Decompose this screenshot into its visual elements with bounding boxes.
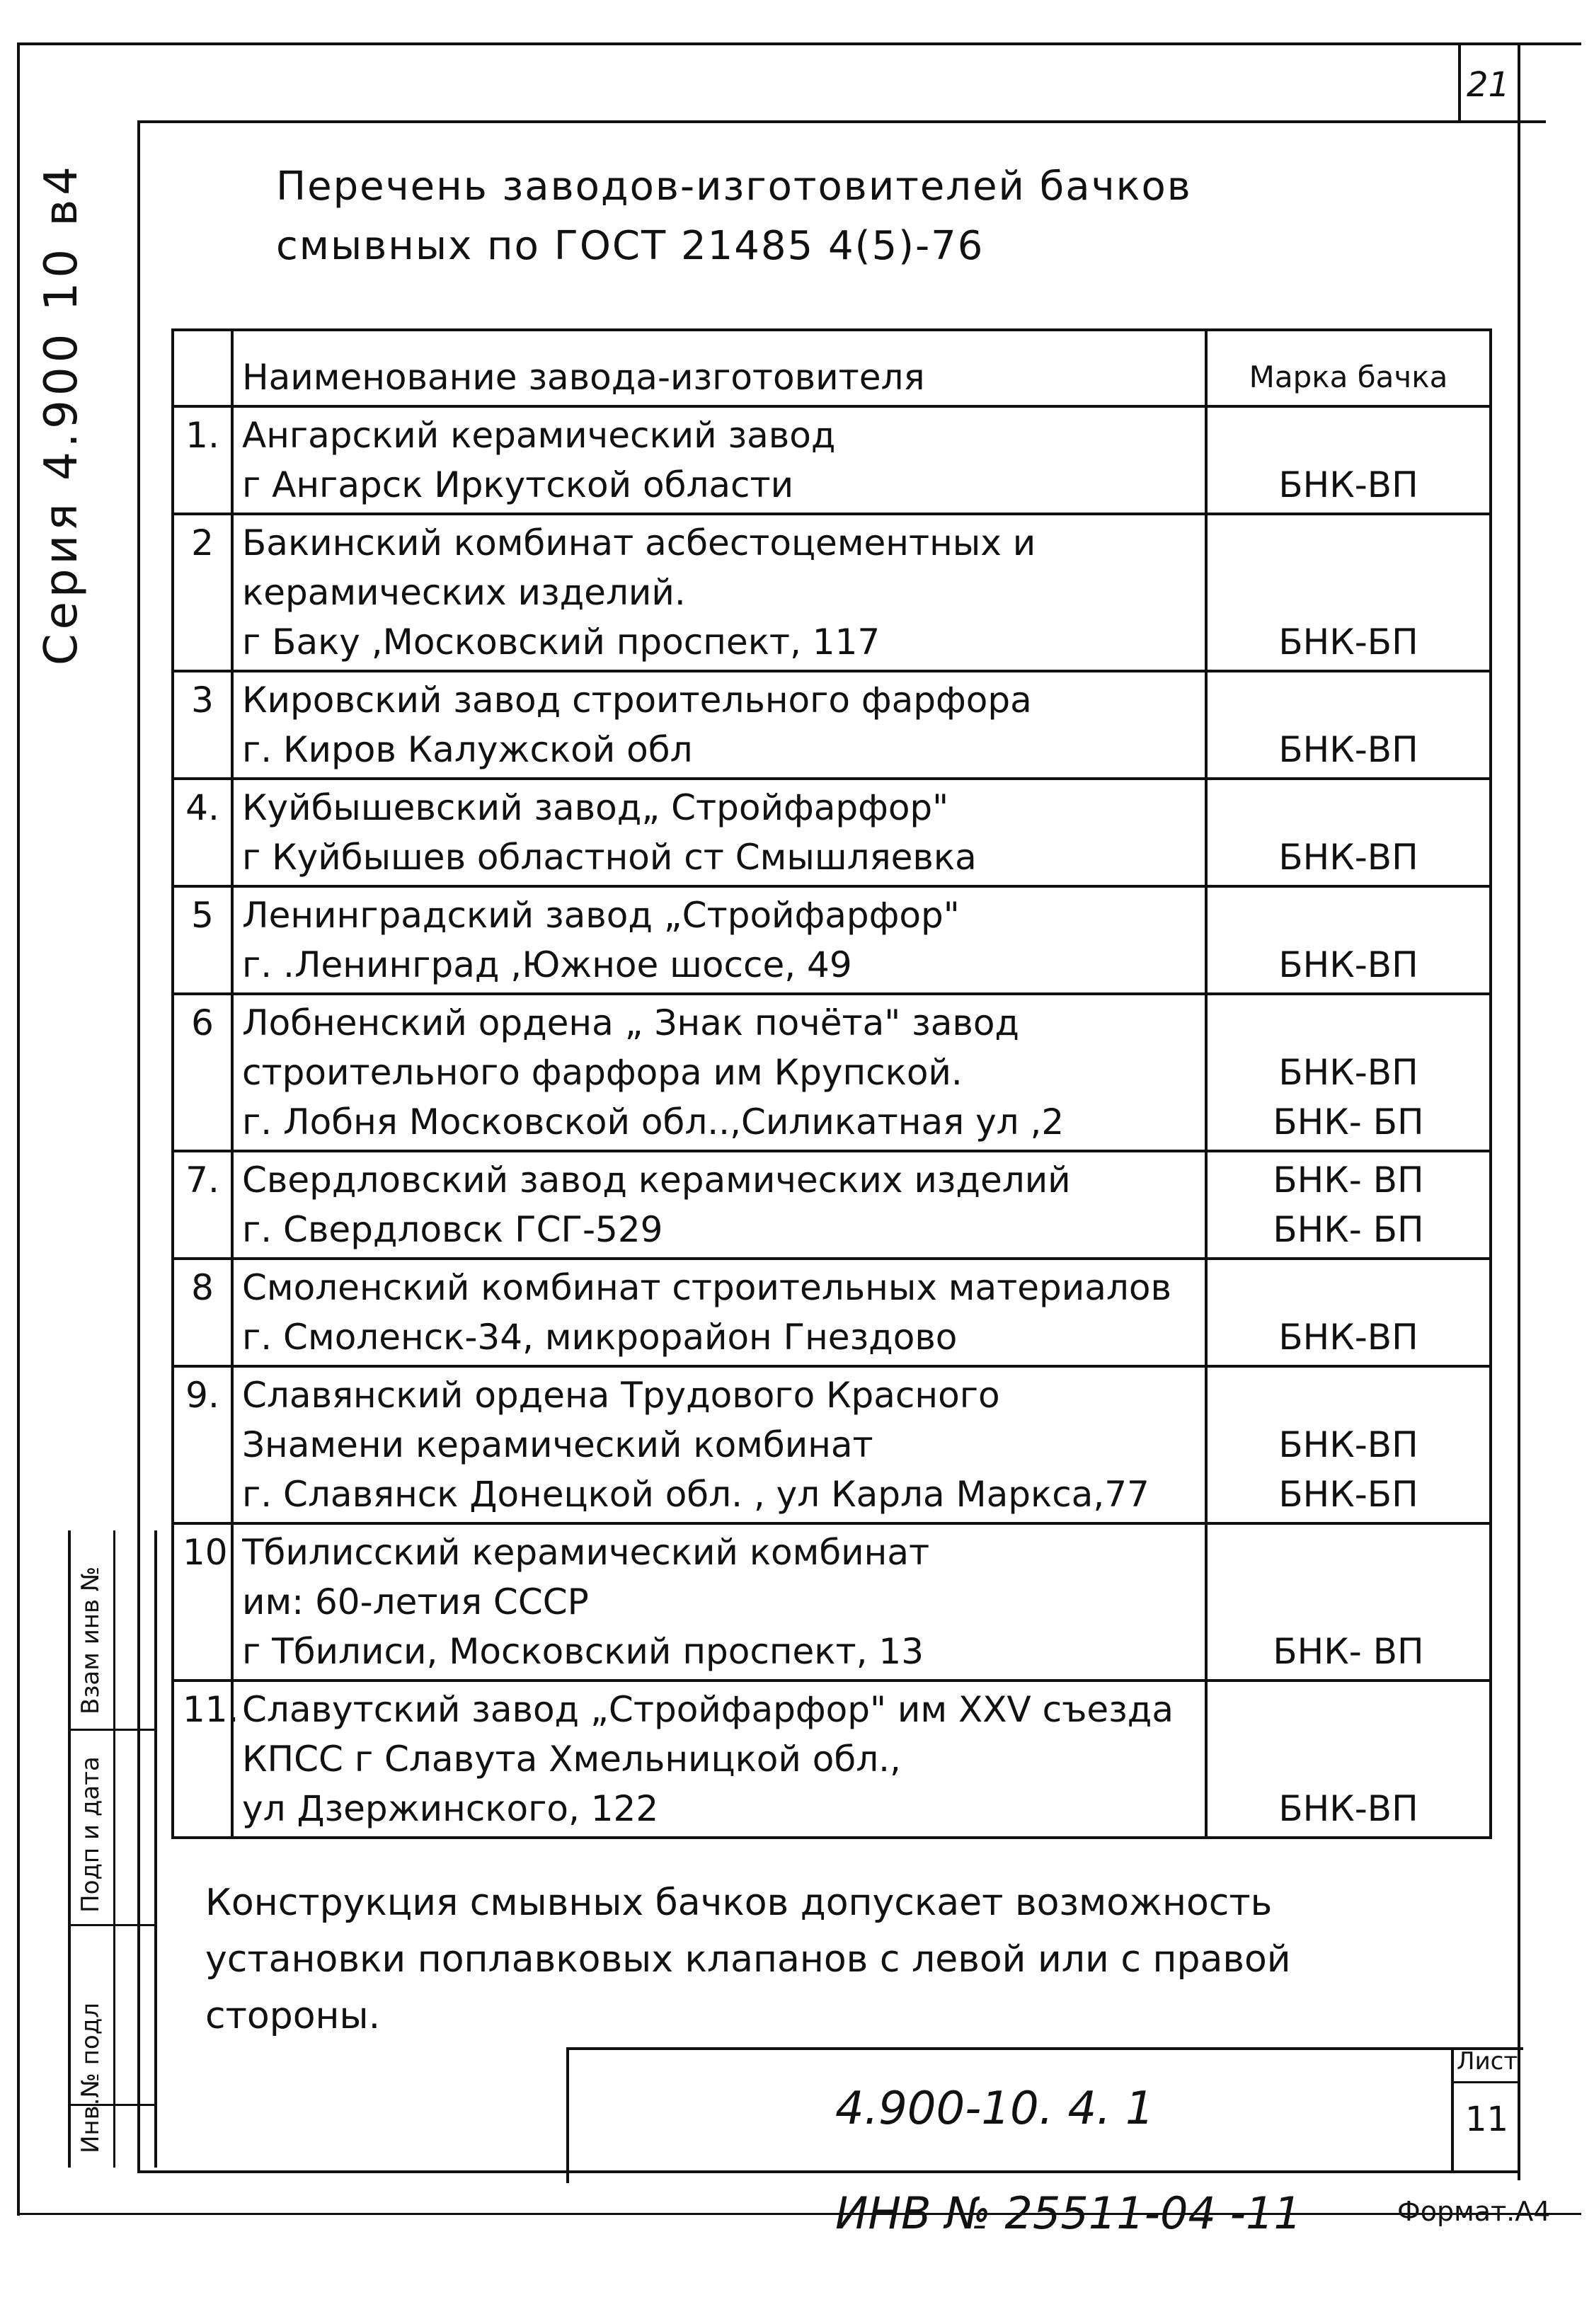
- tank-brand-value: БНК-ВП: [1278, 1052, 1418, 1093]
- row-number: 4.: [173, 779, 232, 886]
- title-line-1: Перечень заводов-изготовителей бачков: [276, 164, 1192, 210]
- row-number: 9.: [173, 1366, 232, 1523]
- table-row: [173, 671, 1491, 779]
- manufacturer-line: Смоленский комбинат строительных материалов: [242, 1267, 1171, 1308]
- manufacturer-line: Куйбышевский завод„ Стройфарфор": [242, 787, 949, 828]
- note-line-3: стороны.: [205, 1995, 381, 2037]
- note-line-1: Конструкция смывных бачков допускает возможность: [205, 1882, 1273, 1924]
- frame-left-line: [17, 42, 20, 2216]
- manufacturers-table: [171, 328, 1492, 1839]
- tank-brand-value: БНК-ВП: [1278, 1424, 1418, 1465]
- tank-brand: [1206, 514, 1491, 671]
- manufacturer-name: [232, 1523, 1206, 1681]
- manufacturer-name: [232, 1681, 1206, 1838]
- inventory-number: ИНВ № 25511-04 -11: [835, 2187, 1302, 2239]
- document-code: 4.900-10. 4. 1: [835, 2083, 1154, 2135]
- construction-note: [205, 1874, 1451, 2044]
- table-row: [173, 779, 1491, 886]
- table-row: [173, 1523, 1491, 1681]
- side-stamp-box: [68, 1530, 157, 2168]
- inner-frame-right-line: [1518, 42, 1520, 2180]
- page-number-box-line: [1458, 42, 1461, 120]
- manufacturer-line: Свердловский завод керамических изделий: [242, 1160, 1071, 1201]
- manufacturer-name: [232, 1366, 1206, 1523]
- tank-brand: [1206, 1523, 1491, 1681]
- series-label-text: Серия 4.900 10 в4: [35, 162, 88, 665]
- row-number: 6: [173, 994, 232, 1151]
- manufacturer-line: строительного фарфора им Крупской.: [242, 1052, 963, 1093]
- side-box-divider-1: [71, 1729, 154, 1731]
- sheet-label: Лист: [1457, 2047, 1518, 2076]
- tank-brand-value: БНК-БП: [1278, 1474, 1418, 1515]
- manufacturer-line: Ангарский керамический завод: [242, 415, 836, 456]
- tank-brand: [1206, 1259, 1491, 1366]
- manufacturer-line: Лобненский ордена „ Знак почёта" завод: [242, 1002, 1019, 1043]
- inner-frame-top-line: [137, 120, 1546, 123]
- tank-brand-value: БНК-ВП: [1278, 1788, 1418, 1829]
- manufacturer-name: [232, 779, 1206, 886]
- tank-brand: [1206, 1151, 1491, 1259]
- manufacturer-name: [232, 406, 1206, 514]
- series-label: [21, 162, 106, 665]
- tank-brand: [1206, 994, 1491, 1151]
- note-line-2: установки поплавковых клапанов с левой или с правой: [205, 1938, 1291, 1981]
- manufacturer-line: г. Киров Калужской обл: [242, 729, 693, 770]
- table-row: [173, 994, 1491, 1151]
- manufacturer-line: г. .Ленинград ,Южное шоссе, 49: [242, 944, 852, 985]
- tank-brand: [1206, 671, 1491, 779]
- frame-top-line: [17, 42, 1581, 45]
- header-brand-cell: Марка бачка: [1206, 330, 1491, 406]
- side-field-2-text: Подп и дата: [76, 1756, 105, 1913]
- manufacturer-line: г Тбилиси, Московский проспект, 13: [242, 1631, 924, 1672]
- tank-brand: [1206, 1366, 1491, 1523]
- tank-brand-value: БНК- ВП: [1273, 1160, 1424, 1201]
- outer-bottom-line: [17, 2213, 1581, 2215]
- table-header-row: [173, 330, 1491, 406]
- table-row: [173, 886, 1491, 994]
- tank-brand-value: БНК-БП: [1278, 622, 1418, 663]
- manufacturer-line: ул Дзержинского, 122: [242, 1788, 659, 1829]
- tank-brand: [1206, 1681, 1491, 1838]
- manufacturer-line: керамических изделий.: [242, 572, 686, 613]
- manufacturer-name: [232, 1259, 1206, 1366]
- tank-brand: [1206, 406, 1491, 514]
- sheet-label-divider: [1451, 2081, 1520, 2083]
- table-row: [173, 1259, 1491, 1366]
- table-row: [173, 1681, 1491, 1838]
- manufacturer-line: г Баку ,Московский проспект, 117: [242, 622, 881, 663]
- tank-brand-value: БНК- БП: [1273, 1101, 1424, 1143]
- table-row: [173, 514, 1491, 671]
- manufacturer-line: Славутский завод „Стройфарфор" им XXV съезда: [242, 1689, 1174, 1730]
- manufacturer-name: [232, 671, 1206, 779]
- row-number: 2: [173, 514, 232, 671]
- side-field-1-text: Инв.№ подл: [76, 2003, 105, 2153]
- header-name-cell: Наименование завода-изготовителя: [232, 330, 1206, 406]
- tank-brand-value: БНК-ВП: [1278, 944, 1418, 985]
- tank-brand-value: БНК-ВП: [1278, 837, 1418, 878]
- manufacturer-name: [232, 886, 1206, 994]
- row-number: 10: [173, 1523, 232, 1681]
- manufacturer-name: [232, 514, 1206, 671]
- manufacturer-line: г. Смоленск-34, микрорайон Гнездово: [242, 1317, 958, 1358]
- tank-brand-value: БНК- ВП: [1273, 1631, 1424, 1672]
- manufacturer-line: г Ангарск Иркутской области: [242, 464, 794, 505]
- row-number: 5: [173, 886, 232, 994]
- page-number: 21: [1467, 65, 1510, 105]
- table-body: [173, 406, 1491, 1838]
- manufacturer-line: им: 60-летия СССР: [242, 1581, 589, 1622]
- manufacturer-name: [232, 994, 1206, 1151]
- tank-brand: [1206, 886, 1491, 994]
- manufacturer-line: Знамени керамический комбинат: [242, 1424, 873, 1465]
- manufacturer-line: Славянский ордена Трудового Красного: [242, 1375, 1000, 1416]
- manufacturer-line: Кировский завод строительного фарфора: [242, 680, 1032, 721]
- tank-brand: [1206, 779, 1491, 886]
- manufacturer-line: КПСС г Славута Хмельницкой обл.,: [242, 1739, 901, 1780]
- tank-brand-value: БНК-ВП: [1278, 1317, 1418, 1358]
- tank-brand-value: БНК-ВП: [1278, 729, 1418, 770]
- manufacturer-line: Ленинградский завод „Стройфарфор": [242, 895, 960, 936]
- title-line-2: смывных по ГОСТ 21485 4(5)-76: [276, 223, 985, 269]
- side-field-3-text: Взам инв №: [76, 1566, 105, 1715]
- sheet-number: 11: [1465, 2100, 1509, 2139]
- title-block-divider: [1451, 2047, 1454, 2173]
- table-row: [173, 1151, 1491, 1259]
- row-number: 1.: [173, 406, 232, 514]
- row-number: 7.: [173, 1151, 232, 1259]
- tank-brand-value: БНК- БП: [1273, 1209, 1424, 1250]
- header-num-cell: [173, 330, 232, 406]
- manufacturer-name: [232, 1151, 1206, 1259]
- row-number: 3: [173, 671, 232, 779]
- table-row: [173, 1366, 1491, 1523]
- table-row: [173, 406, 1491, 514]
- manufacturer-line: Бакинский комбинат асбестоцементных и: [242, 522, 1036, 563]
- document-title: [276, 157, 1192, 276]
- manufacturer-line: г. Славянск Донецкой обл. , ул Карла Маркса,77: [242, 1474, 1149, 1515]
- side-box-inner-divider: [113, 1530, 115, 2168]
- manufacturer-line: г Куйбышев областной ст Смышляевка: [242, 837, 977, 878]
- manufacturer-line: г. Лобня Московской обл..,Силикатная ул ,2: [242, 1101, 1065, 1143]
- row-number: 8: [173, 1259, 232, 1366]
- manufacturer-line: Тбилисский керамический комбинат: [242, 1532, 930, 1573]
- row-number: 11.: [173, 1681, 232, 1838]
- manufacturer-line: г. Свердловск ГСГ-529: [242, 1209, 663, 1250]
- tank-brand-value: БНК-ВП: [1278, 464, 1418, 505]
- format-label: Формат.А4: [1397, 2196, 1551, 2227]
- side-box-divider-2: [71, 1924, 154, 1926]
